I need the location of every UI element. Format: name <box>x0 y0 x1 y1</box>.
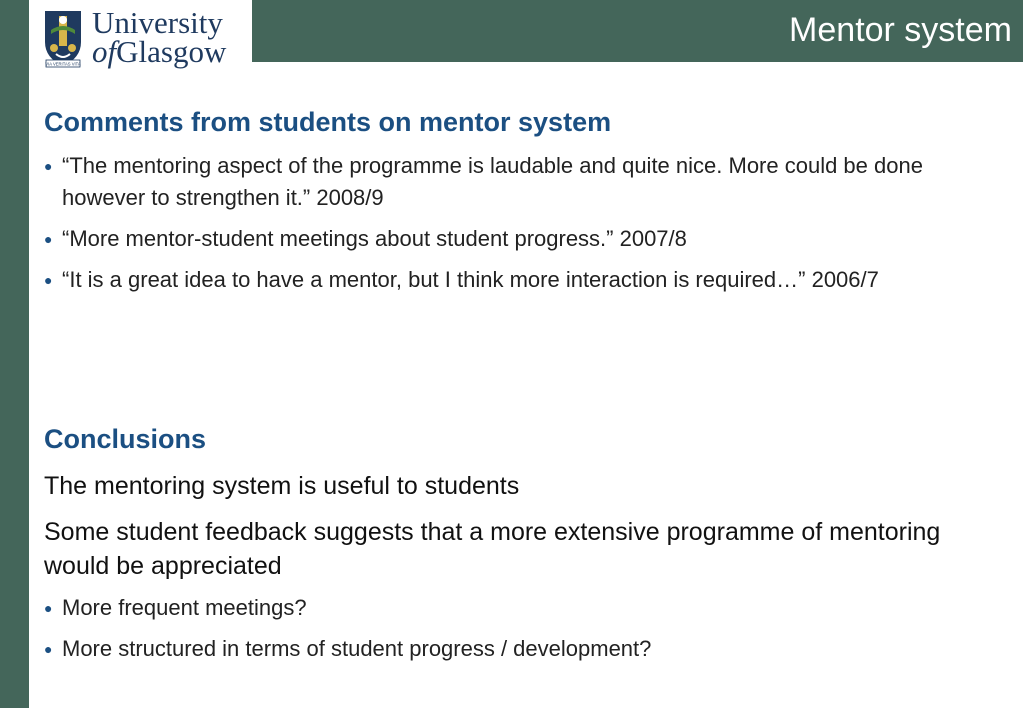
university-crest-icon <box>42 8 84 70</box>
bullet-dot-icon: ● <box>44 600 53 616</box>
comment-item <box>44 264 994 296</box>
bullet-dot-icon: ● <box>44 158 53 174</box>
logo-glasgow: Glasgow <box>116 34 227 69</box>
conclusions-heading: Conclusions <box>44 424 207 454</box>
comment-item <box>44 223 994 255</box>
conclusion-item <box>44 592 994 624</box>
comments-heading: Comments from students on mentor system <box>44 107 612 137</box>
crest-motto: VIA VERITAS VITA <box>45 61 81 67</box>
comment-text: “It is a great idea to have a mentor, but I think more interaction is required…” 2006/7 <box>62 267 879 292</box>
university-logo <box>42 5 242 72</box>
title-bar <box>252 0 1023 62</box>
conclusion-item-text: More structured in terms of student progress / development? <box>62 636 652 661</box>
logo-line-1: University <box>92 5 223 40</box>
comment-text: “The mentoring aspect of the programme is laudable and quite nice. More could be done however to strengthen it.” 2008/9 <box>62 153 923 210</box>
comment-text: “More mentor-student meetings about student progress.” 2007/8 <box>62 226 687 251</box>
slide-title: Mentor system <box>789 11 1012 49</box>
conclusion-item <box>44 633 994 665</box>
conclusion-paragraph: Some student feedback suggests that a more extensive programme of mentoring would be appreciated <box>44 518 941 580</box>
logo-line-2 <box>92 35 226 69</box>
comment-item <box>44 150 994 214</box>
conclusion-paragraph: The mentoring system is useful to students <box>44 472 520 500</box>
conclusion-item-text: More frequent meetings? <box>62 595 307 620</box>
logo-of: of <box>92 34 117 69</box>
left-accent-bar <box>0 0 29 708</box>
bullet-dot-icon: ● <box>44 272 53 288</box>
bullet-dot-icon: ● <box>44 231 53 247</box>
bullet-dot-icon: ● <box>44 641 53 657</box>
